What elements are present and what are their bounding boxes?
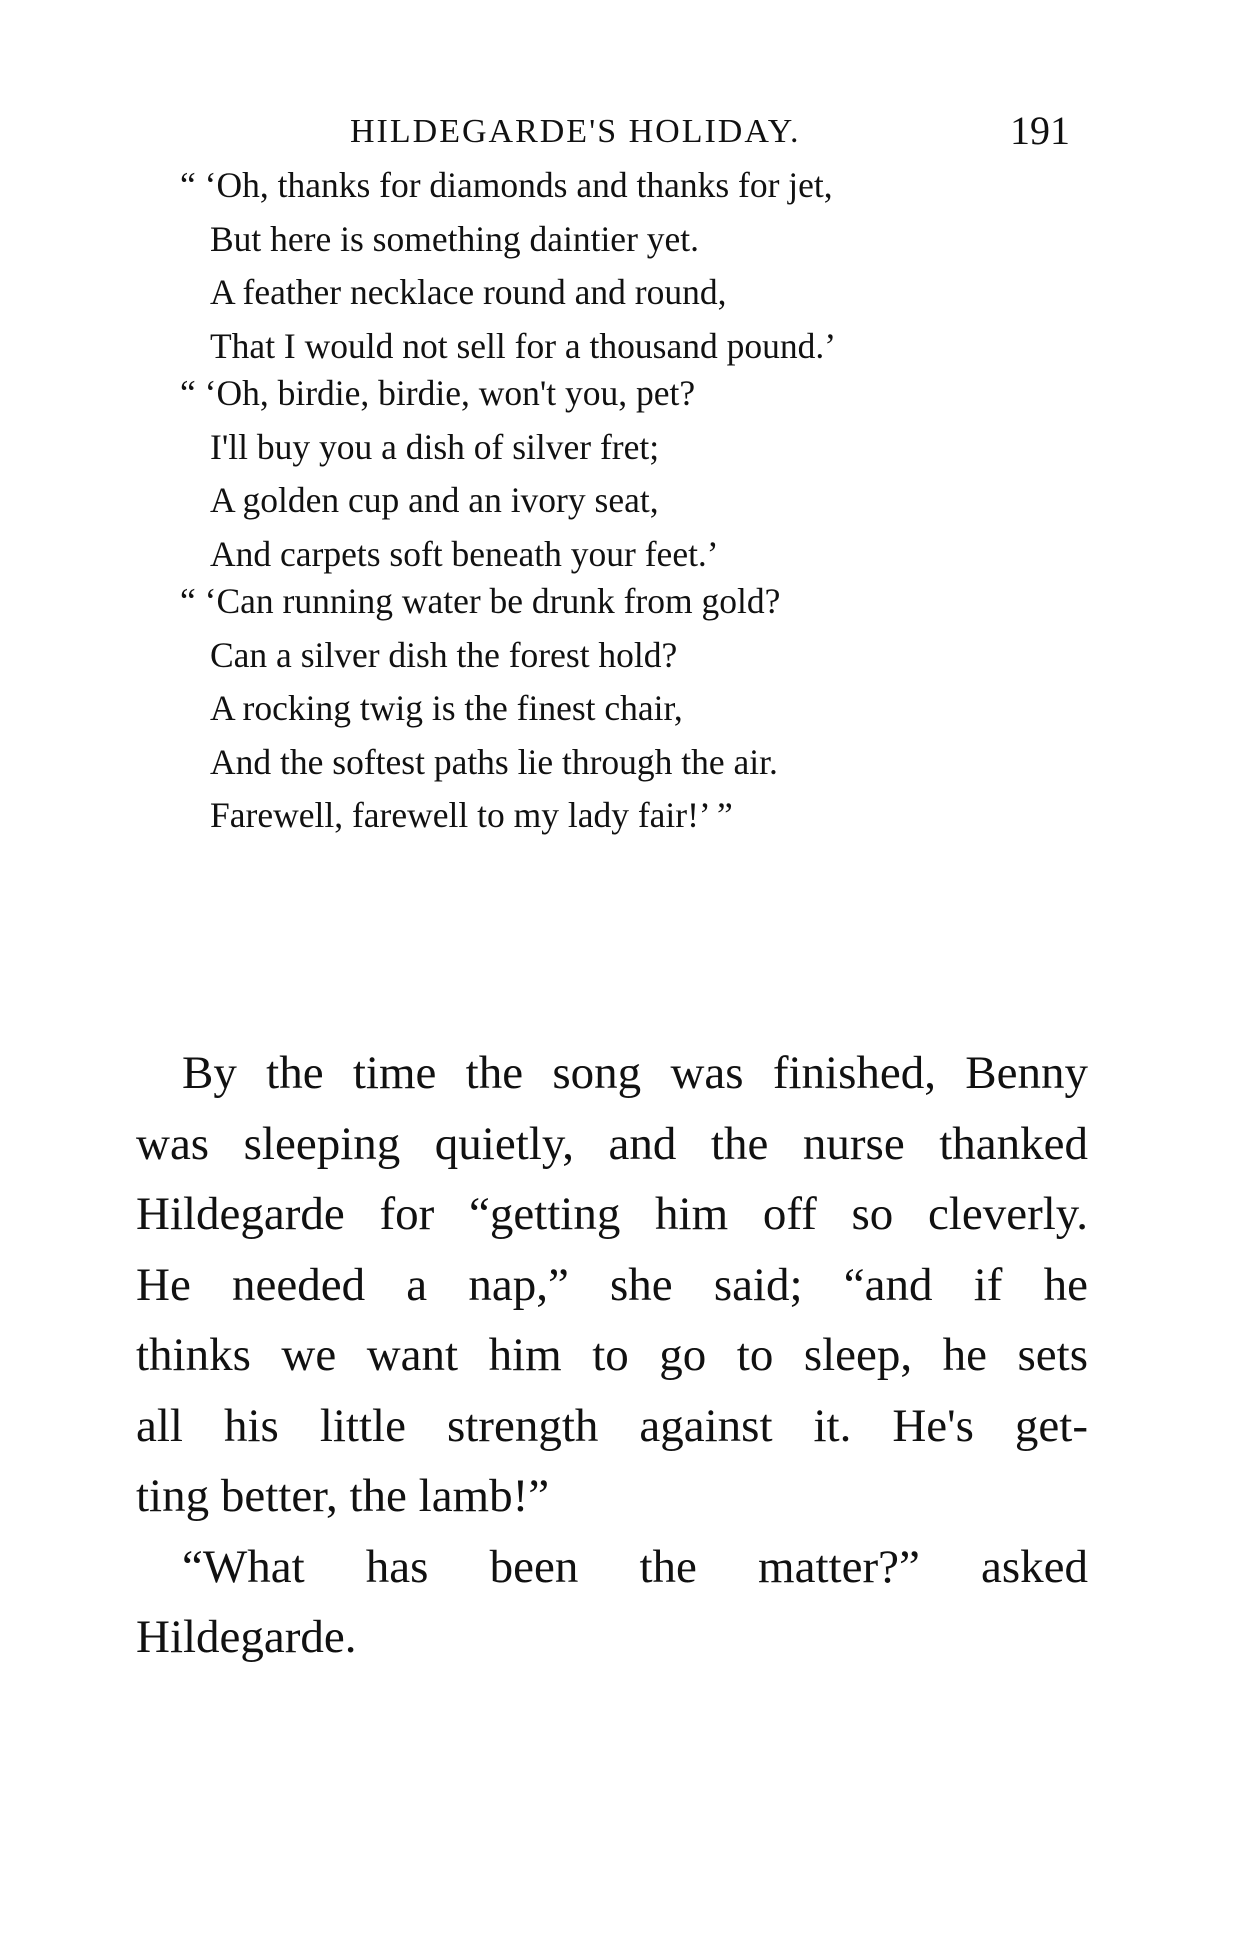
paragraph-line: all his little strength against it. He's get-	[136, 1399, 1088, 1452]
verse-line: That I would not sell for a thousand pound.’	[210, 325, 837, 366]
verse-line: A feather necklace round and round,	[210, 272, 727, 312]
verse-line: Can a silver dish the forest hold?	[210, 634, 678, 675]
paragraph-line: was sleeping quietly, and the nurse thanked	[136, 1117, 1088, 1170]
verse-line: A rocking twig is the finest chair,	[210, 688, 683, 728]
paragraph	[136, 1038, 1088, 1532]
verse-line: “ ‘Can running water be drunk from gold?	[180, 581, 781, 621]
poem-stanza-3	[180, 575, 1060, 843]
paragraph-line: ting better, the lamb!”	[136, 1470, 550, 1522]
running-head-title: HILDEGARDE'S HOLIDAY.	[350, 113, 801, 150]
poem-stanza-2	[180, 367, 1060, 581]
paragraph-line: thinks we want him to go to sleep, he sets	[136, 1329, 1088, 1381]
poem-stanza-1	[180, 159, 1060, 373]
verse-line: “ ‘Oh, thanks for diamonds and thanks for jet,	[180, 165, 833, 205]
verse-line: And the softest paths lie through the air.	[210, 741, 778, 782]
verse-line: A golden cup and an ivory seat,	[210, 480, 659, 520]
verse-line: Farewell, farewell to my lady fair!’ ”	[210, 795, 733, 835]
paragraph-line: By the time the song was finished, Benny	[182, 1047, 1088, 1099]
page-number: 191	[1010, 108, 1070, 153]
paragraph-line: Hildegarde for “getting him off so cleverly.	[136, 1188, 1088, 1240]
paragraph	[136, 1532, 1088, 1673]
prose-block	[136, 1038, 1088, 1673]
verse-line: And carpets soft beneath your feet.’	[210, 533, 719, 574]
paragraph-line: Hildegarde.	[136, 1611, 357, 1663]
verse-line: But here is something daintier yet.	[210, 218, 700, 259]
verse-line: I'll buy you a dish of silver fret;	[210, 426, 660, 467]
paragraph-line: “What has been the matter?” asked	[182, 1540, 1088, 1593]
paragraph-line: He needed a nap,” she said; “and if he	[136, 1258, 1088, 1311]
verse-line: “ ‘Oh, birdie, birdie, won't you, pet?	[180, 373, 696, 413]
